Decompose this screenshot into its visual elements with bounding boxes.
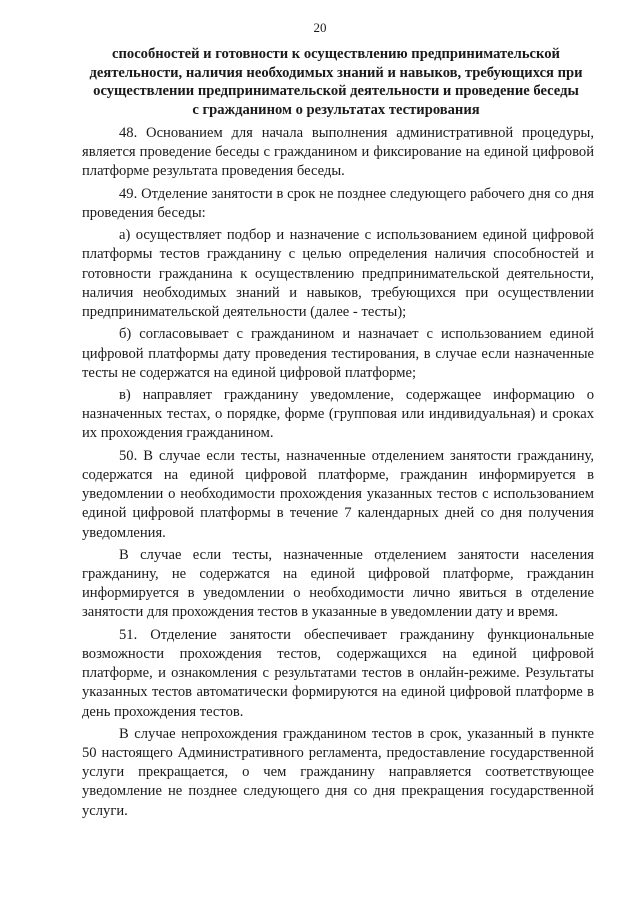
paragraph-48: 48. Основанием для начала выполнения административной процедуры, является проведение беседы с гражданином и фиксирование на единой цифровой платформе результата проведения беседы.: [82, 125, 594, 180]
heading-line: способностей и готовности к осуществлению предпринимательской: [112, 46, 560, 62]
body-text: [82, 124, 594, 824]
heading-line: деятельности, наличия необходимых знаний и навыков, требующихся при: [89, 64, 583, 81]
paragraph-51-cont: В случае непрохождения гражданином тестов в срок, указанный в пункте 50 настоящего Административного регламента, предоставление государственной услуги прекращается, о чем гражданину направляется соответствующее уведомление не позднее следующего дня со дня прекращения государственной услуги.: [82, 725, 594, 819]
paragraph-49-b: б) согласовывает с гражданином и назначает с использованием единой цифровой платформы дату проведения тестирования, в случае если назначенные тесты не содержатся на единой цифровой платформе;: [82, 326, 594, 381]
paragraph-50: 50. В случае если тесты, назначенные отделением занятости гражданину, содержатся на единой цифровой платформе, гражданин информируется в уведомлении о необходимости прохождения указанных тестов с использованием единой цифровой платформы в течение 7 календарных дней со дня получения уведомления.: [82, 447, 594, 541]
heading-line: с гражданином о результатах тестирования: [192, 101, 480, 118]
page-number: 20: [313, 20, 327, 35]
paragraph-49-a: а) осуществляет подбор и назначение с использованием единой цифровой платформы тестов гражданину с целью определения наличия способностей и готовности гражданина к осуществлению предпринимательской деятельности, наличия необходимых знаний и навыков, требующихся при осуществлении предпринимательской деятельности (далее - тесты);: [82, 227, 594, 321]
paragraph-49: 49. Отделение занятости в срок не позднее следующего рабочего дня со дня проведения беседы:: [82, 185, 594, 221]
section-heading: [82, 45, 590, 119]
paragraph-51: 51. Отделение занятости обеспечивает гражданину функциональные возможности прохождения тестов, содержащихся на единой цифровой платформе, и ознакомления с результатами тестов в онлайн-режиме. Результаты указанных тестов автоматически формируются на единой цифровой платформе в день прохождения тестов.: [82, 626, 594, 720]
heading-line: осуществлении предпринимательской деятельности и проведение беседы: [93, 83, 579, 99]
paragraph-49-c: в) направляет гражданину уведомление, содержащее информацию о назначенных тестах, о порядке, форме (групповая или индивидуальная) и сроках их прохождения гражданином.: [82, 387, 594, 442]
paragraph-50-cont: В случае если тесты, назначенные отделением занятости населения гражданину, не содержатся на единой цифровой платформе, гражданин информируется в уведомлении о необходимости лично явиться в отделение занятости для прохождения тестов в указанные в уведомлении дату и время.: [82, 546, 594, 621]
